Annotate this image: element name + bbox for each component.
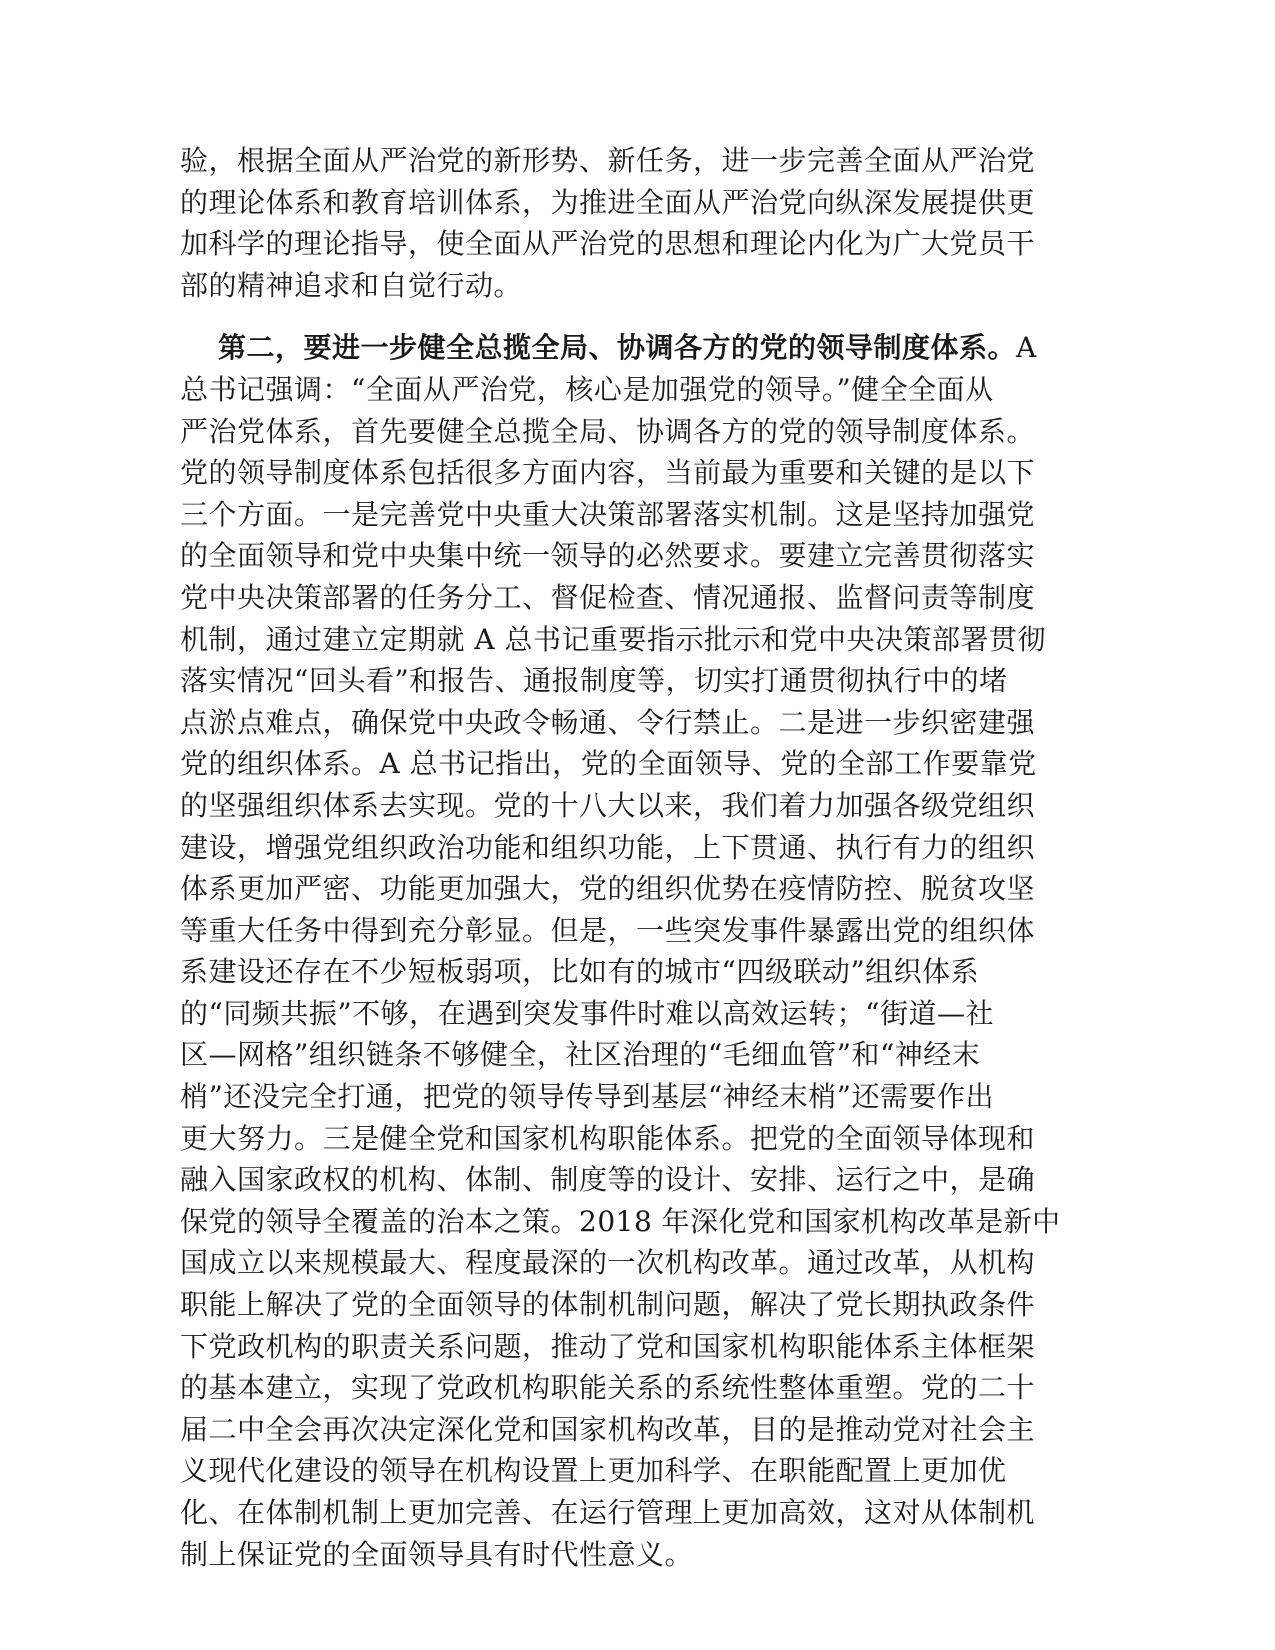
text-line: 化、在体制机制上更加完善、在运行管理上更加高效，这对从体制机 — [180, 1496, 1036, 1529]
paragraph-continuation — [180, 140, 1036, 306]
text-line: 落实情况“回头看”和报告、通报制度等，切实打通贯彻执行中的堵 — [180, 664, 1008, 698]
document-page — [180, 140, 1061, 1575]
text-line: 总书记强调：“全面从严治党，核心是加强党的领导。”健全全面从 — [180, 372, 994, 406]
text-line: 的“同频共振”不够，在遇到突发事件时难以高效运转；“街道—社 — [180, 996, 994, 1030]
paragraph-spacing — [180, 306, 1020, 327]
heading-tail: A — [1016, 331, 1037, 365]
text-line: 党中央决策部署的任务分工、督促检查、情况通报、监督问责等制度 — [180, 580, 1036, 614]
text-line: 点淤点难点，确保党中央政令畅通、令行禁止。二是进一步织密建强 — [180, 705, 1036, 739]
text-line: 下党政机构的职责关系问题，推动了党和国家机构职能体系主体框架 — [180, 1329, 1036, 1363]
text-line: 党的组织体系。A 总书记指出，党的全面领导、党的全部工作要靠党 — [180, 747, 1037, 781]
text-line: 梢”还没完全打通，把党的领导传导到基层“神经末梢”还需要作出 — [180, 1080, 994, 1114]
text-line: 建设，增强党组织政治功能和组织功能，上下贯通、执行有力的组织 — [180, 830, 1036, 864]
text-line: 严治党体系，首先要健全总揽全局、协调各方的党的领导制度体系。 — [180, 414, 1036, 448]
text-line: 的坚强组织体系去实现。党的十八大以来，我们着力加强各级党组织 — [180, 788, 1036, 822]
heading-line — [180, 327, 1037, 369]
section-heading: 第二，要进一步健全总揽全局、协调各方的党的领导制度体系。 — [218, 331, 1017, 365]
text-line: 的全面领导和党中央集中统一领导的必然要求。要建立完善贯彻落实 — [180, 539, 1036, 573]
text-line: 区—网格”组织链条不够健全，社区治理的“毛细血管”和“神经末 — [180, 1038, 981, 1072]
text-line: 义现代化建设的领导在机构设置上更加科学、在职能配置上更加优 — [180, 1454, 1007, 1488]
paragraph-second-point — [180, 327, 1061, 1575]
text-line: 保党的领导全覆盖的治本之策。2018 年深化党和国家机构改革是新中 — [180, 1204, 1061, 1238]
text-line: 机制，通过建立定期就 A 总书记重要指示批示和党中央决策部署贯彻 — [180, 622, 1047, 656]
text-line: 融入国家政权的机构、体制、制度等的设计、安排、运行之中，是确 — [180, 1163, 1036, 1197]
text-line: 系建设还存在不少短板弱项，比如有的城市“四级联动”组织体系 — [180, 955, 980, 989]
text-line: 国成立以来规模最大、程度最深的一次机构改革。通过改革，从机构 — [180, 1246, 1036, 1280]
text-line: 制上保证党的全面领导具有时代性意义。 — [180, 1537, 694, 1571]
text-line: 验，根据全面从严治党的新形势、新任务，进一步完善全面从严治党 — [180, 144, 1036, 177]
text-line: 等重大任务中得到充分彰显。但是，一些突发事件暴露出党的组织体 — [180, 913, 1036, 947]
text-line: 的理论体系和教育培训体系，为推进全面从严治党向纵深发展提供更 — [180, 185, 1036, 219]
text-line: 的基本建立，实现了党政机构职能关系的系统性整体重塑。党的二十 — [180, 1371, 1036, 1405]
text-line: 加科学的理论指导，使全面从严治党的思想和理论内化为广大党员干 — [180, 227, 1036, 261]
text-line: 更大努力。三是健全党和国家机构职能体系。把党的全面领导体现和 — [180, 1121, 1036, 1155]
text-line: 三个方面。一是完善党中央重大决策部署落实机制。这是坚持加强党 — [180, 497, 1036, 531]
text-line: 体系更加严密、功能更加强大，党的组织优势在疫情防控、脱贫攻坚 — [180, 872, 1036, 906]
text-line: 届二中全会再次决定深化党和国家机构改革，目的是推动党对社会主 — [180, 1412, 1036, 1446]
text-line: 职能上解决了党的全面领导的体制机制问题，解决了党长期执政条件 — [180, 1288, 1036, 1322]
text-line: 部的精神追求和自觉行动。 — [180, 268, 523, 302]
text-line: 党的领导制度体系包括很多方面内容，当前最为重要和关键的是以下 — [180, 456, 1036, 490]
